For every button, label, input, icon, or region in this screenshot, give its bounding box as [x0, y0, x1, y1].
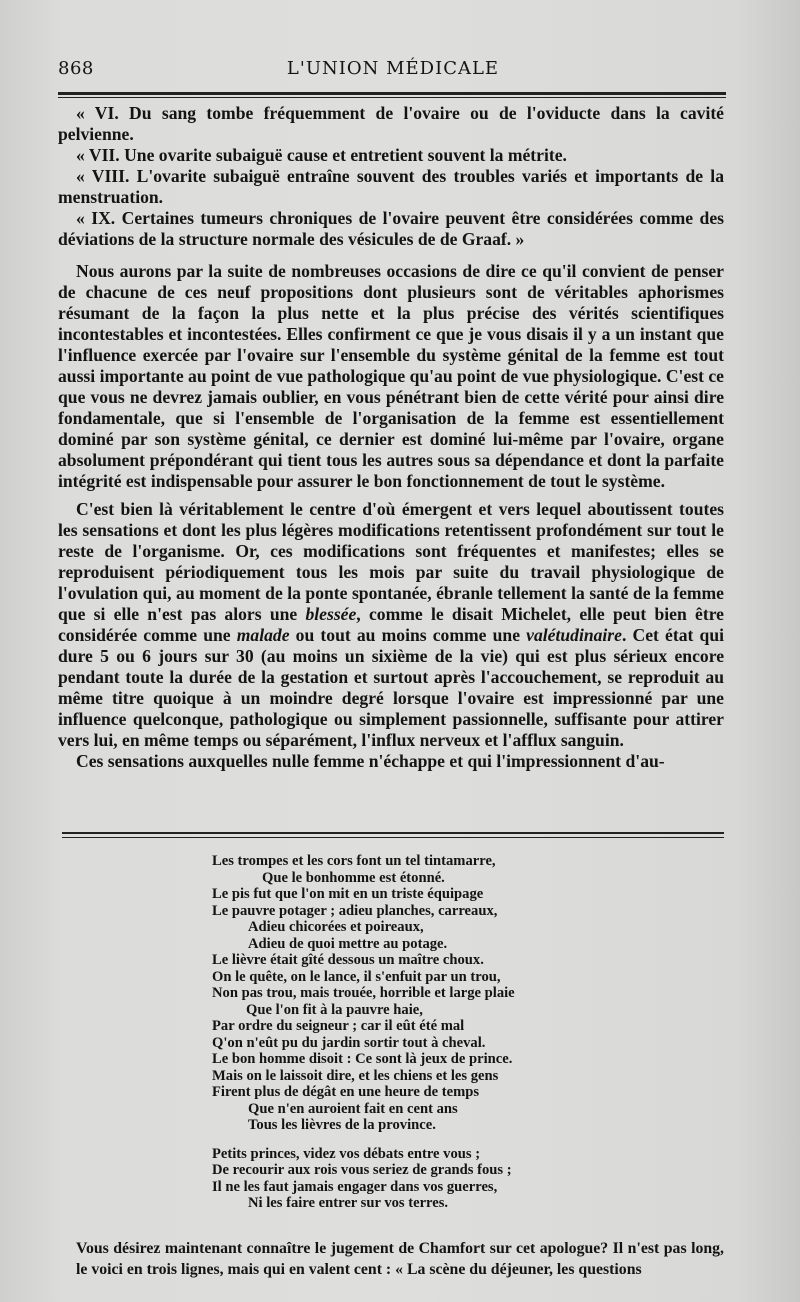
word-valetudinaire: valétudinaire: [526, 625, 622, 645]
main-text: [58, 103, 724, 772]
closing-text: [76, 1238, 724, 1280]
poem-line: Q'on n'eût pu du jardin sortir tout à cheval.: [212, 1034, 486, 1051]
poem-line: Que n'en auroient fait en cent ans: [248, 1100, 458, 1117]
poem-line: Adieu chicorées et poireaux,: [248, 919, 424, 935]
paragraph-sensations-part-d: . Cet état qui dure 5 ou 6 jours sur 30 (au moins un sixième de la vie) qui est plus sérieux encore pendant toute la durée de la gestation et surtout après l'accouchement, se reproduit au même titre quoique à un moindre degré lorsque l'ovaire est impressionné par une influence quelconque, pathologique ou simplement passionnelle, suffisante pour attirer vers lui, en même temps ou séparément, l'influx nerveux et l'afflux sanguin.: [58, 625, 724, 750]
fable-poem: [212, 853, 572, 1212]
paragraph-chamfort: Vous désirez maintenant connaître le jugement de Chamfort sur cet apologue? Il n'est pas long, le voici en trois lignes, mais qui en valent cent : « La scène du déjeuner, les questions: [76, 1240, 724, 1278]
poem-line: Le lièvre était gîté dessous un maître choux.: [212, 952, 484, 968]
poem-line: Que l'on fit à la pauvre haie,: [246, 1001, 423, 1018]
page-number: 868: [58, 58, 94, 79]
poem-line: Non pas trou, mais trouée, horrible et large plaie: [212, 985, 515, 1001]
poem-line: Le pis fut que l'on mit en un triste équipage: [212, 886, 484, 902]
paragraph-commentary: Nous aurons par la suite de nombreuses occasions de dire ce qu'il convient de penser de chacune de ces neuf propositions dont plusieurs sont de véritables aphorismes résumant de la façon la plus nette et la plus précise des vérités scientifiques incontestables et incontestées. Elles confirment ce que je vous disais il y a un instant que l'influence exercée par l'ovaire sur l'ensemble du système génital de la femme est tout aussi importante au point de vue pathologique qu'au point de vue physiologique. C'est ce que vous ne devrez jamais oublier, en vous pénétrant bien de cette vérité pour ainsi dire fondamentale, que si l'ensemble de l'organisation de la femme est essentiellement dominé par son système génital, ce dernier est dominé lui-même par l'ovaire, organe absolument prépondérant qui tient tous les autres sous sa dépendance et dont la parfaite intégrité est indispensable pour assurer le bon fonctionnement de tout le système.: [58, 261, 724, 491]
poem-line: De recourir aux rois vous seriez de grands fous ;: [212, 1162, 512, 1178]
running-title: L'UNION MÉDICALE: [286, 58, 500, 79]
word-malade: malade: [236, 625, 290, 645]
header-rule-thick: [58, 92, 726, 95]
paragraph-sensations-part-c: ou tout au moins comme une: [289, 625, 527, 645]
page-header: [58, 58, 728, 88]
paragraph-sensations: [58, 499, 724, 751]
poem-line: Firent plus de dégât en une heure de temps: [212, 1084, 480, 1100]
proposition-8: « VIII. L'ovarite subaiguë entraîne souvent des troubles variés et importants de la menstruation.: [58, 166, 724, 207]
paragraph-sensations-part-a: C'est bien là véritablement le centre d'où émergent et vers lequel aboutissent toutes les sensations et dont les plus légères modifications retentissent profondément sur tout le reste de l'organisme. Or, ces modifications sont fréquentes et manifestes; elles se reproduisent périodiquement tous les mois par suite du travail physiologique de l'ovulation qui, au moment de la ponte spontanée, ébranle tellement la santé de la femme que si elle n'est pas alors une: [58, 499, 724, 624]
poem-line: Petits princes, videz vos débats entre vous ;: [212, 1145, 481, 1162]
poem-line: On le quête, on le lance, il s'enfuit par un trou,: [212, 968, 501, 985]
poem-line: Les trompes et les cors font un tel tintamarre,: [212, 853, 496, 869]
word-blessee: blessée: [305, 604, 357, 624]
paragraph-sensations-part-b: , comme le disait Michelet, elle peut bien être considérée comme une: [58, 604, 724, 645]
section-rule-thick: [62, 832, 724, 834]
poem-line: Mais on le laissoit dire, et les chiens et les gens: [212, 1067, 499, 1084]
poem-line: Le pauvre potager ; adieu planches, carreaux,: [212, 902, 498, 919]
header-rule-thin: [58, 97, 726, 98]
proposition-6: « VI. Du sang tombe fréquemment de l'ovaire ou de l'oviducte dans la cavité pelvienne.: [58, 103, 724, 144]
poem-line: Il ne les faut jamais engager dans vos guerres,: [212, 1178, 498, 1195]
proposition-7: « VII. Une ovarite subaiguë cause et entretient souvent la métrite.: [76, 145, 567, 165]
poem-line: Tous les lièvres de la province.: [248, 1117, 436, 1133]
poem-line: Par ordre du seigneur ; car il eût été mal: [212, 1018, 465, 1034]
stanza-gap: [212, 1134, 572, 1146]
poem-line: Le bon homme disoit : Ce sont là jeux de prince.: [212, 1051, 513, 1067]
poem-line: Adieu de quoi mettre au potage.: [248, 935, 448, 952]
proposition-9: « IX. Certaines tumeurs chroniques de l'ovaire peuvent être considérées comme des déviations de la structure normale des vésicules de de Graaf. »: [58, 208, 724, 249]
paragraph-continuation: Ces sensations auxquelles nulle femme n'échappe et qui l'impressionnent d'au-: [76, 751, 665, 771]
poem-line: Ni les faire entrer sur vos terres.: [248, 1195, 449, 1211]
poem-line: Que le bonhomme est étonné.: [262, 869, 445, 886]
section-rule-thin: [62, 837, 724, 838]
